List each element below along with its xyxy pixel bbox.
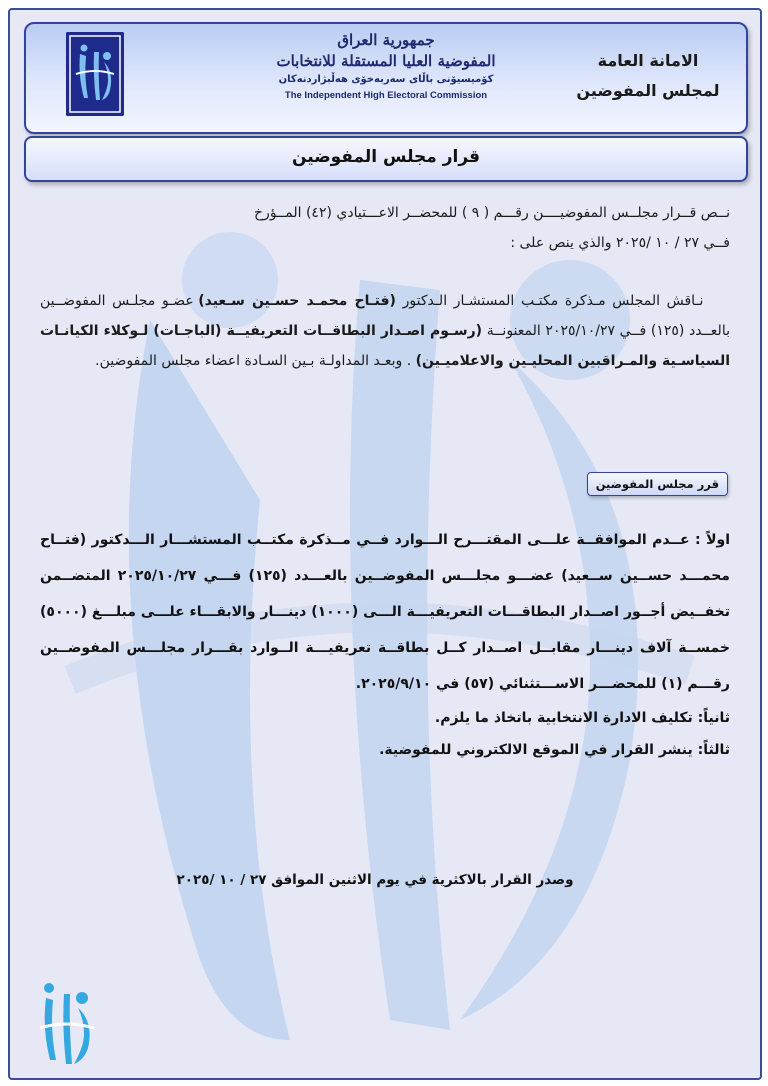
discussion-paragraph bbox=[40, 286, 730, 376]
intro-line1: نــص قــرار مجلــس المفوضيــــن رقـــم ( ٩ ) للمحضــر الاعـــتيادي (٤٢) المــؤرخ bbox=[254, 205, 730, 221]
org-name-kurdish: کۆمیسیۆنی باڵای سەربەخۆی هەڵبژاردنەکان bbox=[278, 74, 494, 85]
document-title-bar bbox=[24, 136, 748, 182]
organization-name-block bbox=[276, 30, 496, 126]
secretariat-label bbox=[568, 46, 728, 106]
discussion-text-a: نـاقش المجلس مـذكرة مكتـب المستشـار الـدكتور bbox=[395, 293, 704, 309]
intro-line2: فــي ٢٧ / ١٠ /٢٠٢٥ والذي ينص على : bbox=[510, 235, 730, 251]
corner-commission-logo-icon bbox=[36, 972, 96, 1068]
commission-logo-icon bbox=[66, 32, 124, 116]
document-body bbox=[40, 198, 730, 376]
discussion-text-c: . وبعـد المداولـة بـين السـادة اعضاء مجلس المفوضين. bbox=[95, 353, 416, 369]
document-title: قرار مجلس المفوضين bbox=[291, 147, 481, 167]
issuance-statement: وصدر القرار بالاكثرية في يوم الاثنين الموافق ٢٧ / ١٠ /٢٠٢٥ bbox=[176, 872, 574, 888]
decision-third: ثالثاً: ينشر القرار في الموقع الالكتروني للمفوضية. bbox=[379, 742, 730, 758]
memo-subject: (رسـوم اصـدار البطاقــات التعريفيــة (الباجـات) لـوكلاء الكيانـات السياسـية والمـراقبين المحليـين والاعلاميـين) bbox=[40, 323, 730, 369]
decision-second: ثانياً: تكليف الادارة الانتخابية باتخاذ ما يلزم. bbox=[434, 710, 730, 726]
org-name-english: The Independent High Electoral Commission bbox=[284, 90, 488, 101]
secretariat-line2: لمجلس المفوضين bbox=[576, 81, 720, 100]
decision-block bbox=[40, 522, 730, 766]
advisor-name: (فتـاح محمـد حسـين سـعيد) bbox=[198, 293, 396, 309]
secretariat-line1: الامانة العامة bbox=[597, 51, 699, 70]
discussion-text-b: عضـو مجلـس المفوضــين بالعــدد (١٢٥) فــي ٢٠٢٥/١٠/٢٧ المعنونــة bbox=[40, 293, 730, 339]
decision-first: اولاً : عــدم الموافقــة علـــى المقتـــرح الـــوارد فــي مــذكرة مكتــب المستشـــار الـــدكتور (فتــاح محمـــد حســين ســعيد) عضـــو مجلـــس المفوضــين بالعـــدد (١٢٥) فـــي ٢٠٢٥/١٠/٢٧ المتضــمن تخفــيض أجــور اصــدار البطاقـــات التعريفيـــة الـــى (١٠٠٠) دينـــار والابقـــاء علـــى مبلـــغ (٥٠٠٠) خمســة آلاف دينـــار مقابــل اصــدار كــل بطاقــة تعريفيـــة الــوارد بقـــرار مجلـــس المفوضــين رقـــم (١) للمحضـــر الاســـتثنائي (٥٧) في ٢٠٢٥/٩/١٠. bbox=[40, 532, 730, 692]
org-name-arabic-line2: المفوضية العليا المستقلة للانتخابات bbox=[276, 52, 496, 70]
decision-section-label: قرر مجلس المفوضين bbox=[587, 472, 728, 496]
letterhead bbox=[24, 22, 748, 134]
decision-label-wrap bbox=[587, 472, 728, 496]
org-name-arabic-line1: جمهورية العراق bbox=[337, 31, 435, 49]
